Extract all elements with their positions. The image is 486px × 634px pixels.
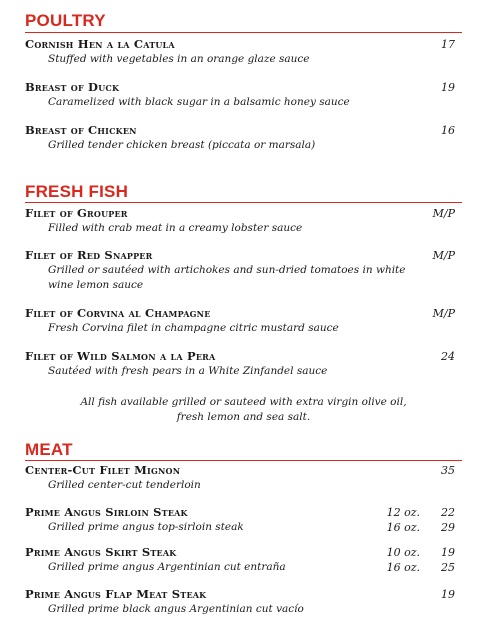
section-divider <box>25 460 462 461</box>
item-size: 16 oz. <box>386 561 420 574</box>
item-price: M/P <box>432 249 455 262</box>
item-price: 19 <box>441 546 455 559</box>
item-name: Prime Angus Skirt Steak <box>25 545 177 559</box>
section-title-fresh-fish: FRESH FISH <box>25 182 129 201</box>
item-name: Filet of Red Snapper <box>25 248 153 262</box>
item-description: Grilled prime angus top-sirloin steak <box>48 521 244 533</box>
menu-item <box>25 123 455 153</box>
item-name: Filet of Wild Salmon a la Pera <box>25 349 216 363</box>
item-price: 22 <box>441 506 455 519</box>
item-price: 25 <box>441 561 455 574</box>
item-name: Breast of Duck <box>25 80 120 94</box>
item-description: Stuffed with vegetables in an orange glaze sauce <box>48 53 310 65</box>
menu-item <box>25 505 455 535</box>
fish-note-line: fresh lemon and sea salt. <box>176 411 311 423</box>
item-price: 16 <box>441 124 455 137</box>
item-size: 10 oz. <box>386 546 420 559</box>
menu-item <box>25 206 455 236</box>
section-title-meat: MEAT <box>25 440 73 459</box>
menu-item <box>25 80 455 110</box>
item-name: Filet of Grouper <box>25 206 128 220</box>
item-name: Breast of Chicken <box>25 123 137 137</box>
item-price: M/P <box>432 207 455 220</box>
item-size-prices <box>382 505 455 535</box>
item-name: Prime Angus Flap Meat Steak <box>25 587 207 601</box>
menu-item <box>25 349 455 379</box>
fish-note-line: All fish available grilled or sauteed with extra virgin olive oil, <box>80 396 407 408</box>
menu-item <box>25 463 455 493</box>
item-price: 29 <box>441 521 455 534</box>
item-description: Fresh Corvina filet in champagne citric mustard sauce <box>48 322 339 334</box>
item-size: 12 oz. <box>386 506 420 519</box>
item-description: Grilled prime black angus Argentinian cut vacío <box>48 603 304 615</box>
item-price: M/P <box>432 307 455 320</box>
section-divider <box>25 32 462 33</box>
menu-item <box>25 248 455 293</box>
item-description: Filled with crab meat in a creamy lobster sauce <box>48 222 303 234</box>
item-name: Prime Angus Sirloin Steak <box>25 505 188 519</box>
item-name: Cornish Hen a la Catula <box>25 37 175 51</box>
item-description: Grilled tender chicken breast (piccata or marsala) <box>48 139 316 151</box>
item-description: Grilled prime angus Argentinian cut entraña <box>48 561 286 573</box>
item-price: 17 <box>441 38 455 51</box>
section-title-poultry: POULTRY <box>25 11 106 30</box>
item-size: 16 oz. <box>386 521 420 534</box>
item-price: 19 <box>441 588 455 601</box>
item-description: Caramelized with black sugar in a balsamic honey sauce <box>48 96 350 108</box>
item-description: Sautéed with fresh pears in a White Zinfandel sauce <box>48 365 328 377</box>
menu-item <box>25 545 455 575</box>
fish-note <box>25 395 462 425</box>
item-price: 24 <box>441 350 455 363</box>
menu-item <box>25 587 455 617</box>
item-name: Center-Cut Filet Mignon <box>25 463 181 477</box>
menu-item <box>25 37 455 67</box>
item-price: 19 <box>441 81 455 94</box>
menu-item <box>25 306 455 336</box>
item-price: 35 <box>441 464 455 477</box>
item-name: Filet of Corvina al Champagne <box>25 306 211 320</box>
item-size-prices <box>382 545 455 575</box>
section-divider <box>25 202 462 203</box>
item-description: Grilled center-cut tenderloin <box>48 479 201 491</box>
item-description: Grilled or sautéed with artichokes and sun-dried tomatoes in white wine lemon sauce <box>48 264 406 291</box>
